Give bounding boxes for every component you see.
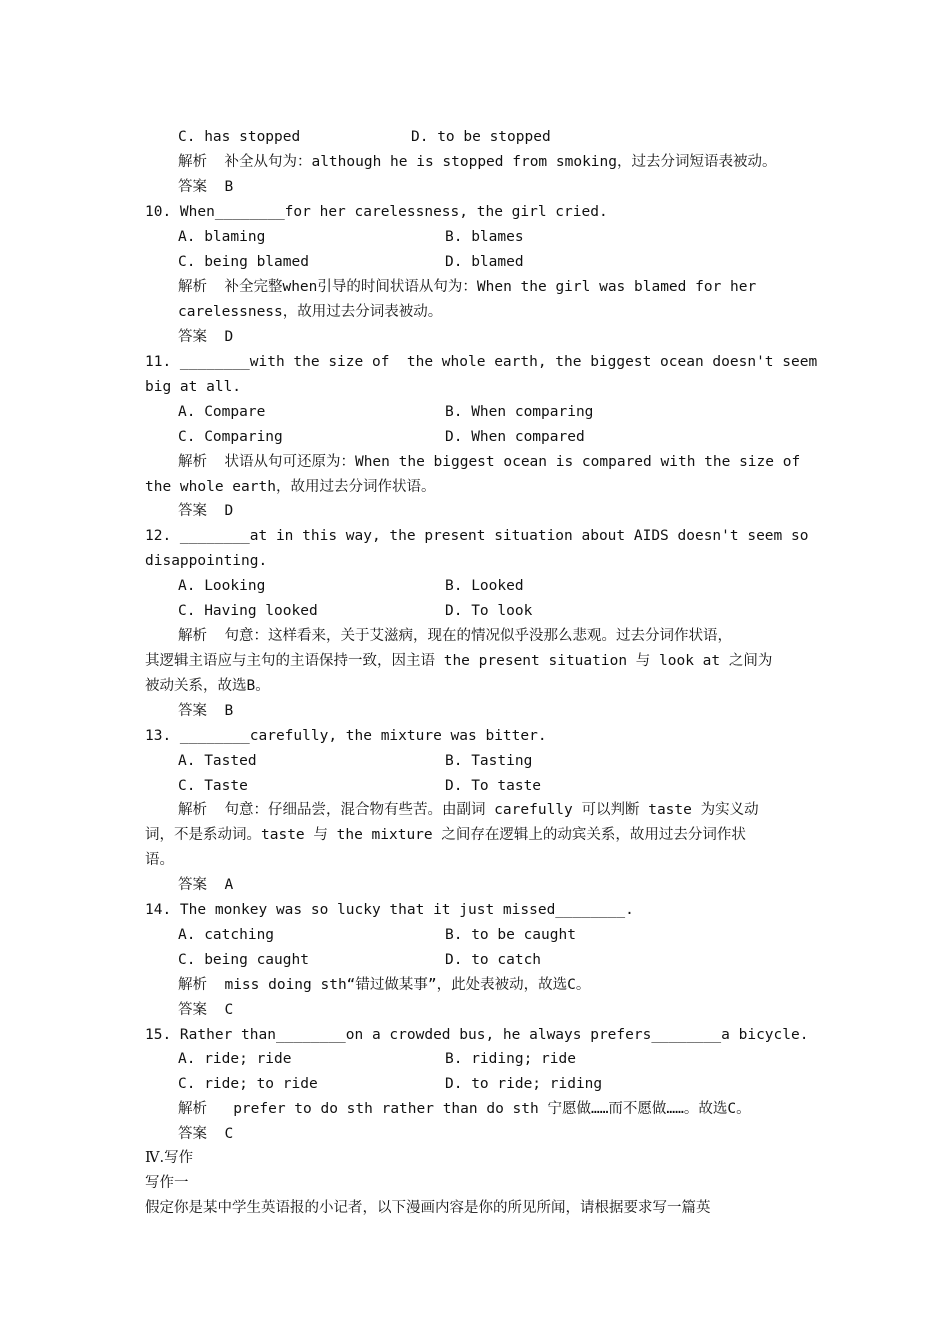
q10-answer: 答案 D <box>178 329 234 345</box>
q11-analysis-line2: the whole earth，故用过去分词作状语。 <box>145 479 436 495</box>
q14-option-d: D. to catch <box>445 952 542 968</box>
q10-option-a: A. blaming <box>178 229 266 245</box>
q13-stem: 13. ________carefully, the mixture was bitter. <box>145 728 547 744</box>
section-subheading: 写作一 <box>145 1175 189 1191</box>
q13-option-a: A. Tasted <box>178 753 257 769</box>
q12-option-d: D. To look <box>445 603 533 619</box>
q15-option-c: C. ride; to ride <box>178 1076 318 1092</box>
q12-stem-line2: disappointing. <box>145 553 268 569</box>
section-intro: 假定你是某中学生英语报的小记者，以下漫画内容是你的所见所闻，请根据要求写一篇英 <box>145 1200 711 1216</box>
q10-option-b: B. blames <box>445 229 524 245</box>
q13-option-b: B. Tasting <box>445 753 533 769</box>
q14-analysis: 解析 miss doing sth“错过做某事”，此处表被动，故选C。 <box>178 977 591 993</box>
q13-option-d: D. To taste <box>445 778 542 794</box>
q14-option-b: B. to be caught <box>445 927 576 943</box>
q14-stem: 14. The monkey was so lucky that it just missed________. <box>145 902 634 918</box>
q11-option-b: B. When comparing <box>445 404 594 420</box>
q13-option-c: C. Taste <box>178 778 248 794</box>
q11-stem-line1: 11. ________with the size of the whole earth, the biggest ocean doesn't seem <box>145 354 818 370</box>
q12-analysis-line1: 解析 句意：这样看来，关于艾滋病，现在的情况似乎没那么悲观。过去分词作状语， <box>178 628 732 644</box>
q11-option-a: A. Compare <box>178 404 266 420</box>
q9-option-c: C. has stopped <box>178 129 301 145</box>
q13-analysis-line3: 语。 <box>145 852 174 868</box>
q11-stem-line2: big at all. <box>145 379 242 395</box>
q12-option-c: C. Having looked <box>178 603 318 619</box>
q15-option-b: B. riding; ride <box>445 1051 576 1067</box>
q10-option-d: D. blamed <box>445 254 524 270</box>
q10-option-c: C. being blamed <box>178 254 309 270</box>
q12-option-b: B. Looked <box>445 578 524 594</box>
q11-answer: 答案 D <box>178 503 234 519</box>
q15-analysis: 解析 prefer to do sth rather than do sth 宁愿做……而不愿做……。故选C。 <box>178 1101 751 1117</box>
section-heading: Ⅳ.写作 <box>145 1150 194 1166</box>
q15-option-d: D. to ride; riding <box>445 1076 603 1092</box>
q15-answer: 答案 C <box>178 1126 234 1142</box>
q15-stem: 15. Rather than________on a crowded bus, he always prefers________a bicycle. <box>145 1027 809 1043</box>
q13-analysis-line1: 解析 句意：仔细品尝，混合物有些苦。由副词 carefully 可以判断 taste 为实义动 <box>178 802 759 818</box>
q12-analysis-line3: 被动关系，故选B。 <box>145 678 270 694</box>
q11-option-c: C. Comparing <box>178 429 283 445</box>
q9-answer: 答案 B <box>178 179 234 195</box>
q13-analysis-line2: 词，不是系动词。taste 与 the mixture 之间存在逻辑上的动宾关系，故用过去分词作状 <box>145 827 746 843</box>
q11-option-d: D. When compared <box>445 429 585 445</box>
q14-answer: 答案 C <box>178 1002 234 1018</box>
q12-stem-line1: 12. ________at in this way, the present situation about AIDS doesn't seem so <box>145 528 809 544</box>
q14-option-a: A. catching <box>178 927 275 943</box>
q11-analysis-line1: 解析 状语从句可还原为：When the biggest ocean is compared with the size of <box>178 454 801 470</box>
q12-answer: 答案 B <box>178 703 234 719</box>
q13-answer: 答案 A <box>178 877 234 893</box>
q9-option-d: D. to be stopped <box>411 129 551 145</box>
q9-analysis: 解析 补全从句为：although he is stopped from smoking，过去分词短语表被动。 <box>178 154 777 170</box>
q14-option-c: C. being caught <box>178 952 309 968</box>
q10-analysis-line1: 解析 补全完整when引导的时间状语从句为：When the girl was blamed for her <box>178 279 757 295</box>
q12-option-a: A. Looking <box>178 578 266 594</box>
q12-analysis-line2: 其逻辑主语应与主句的主语保持一致，因主语 the present situation 与 look at 之间为 <box>145 653 773 669</box>
q15-option-a: A. ride; ride <box>178 1051 292 1067</box>
q10-stem: 10. When________for her carelessness, the girl cried. <box>145 204 608 220</box>
q10-analysis-line2: carelessness，故用过去分词表被动。 <box>178 304 443 320</box>
